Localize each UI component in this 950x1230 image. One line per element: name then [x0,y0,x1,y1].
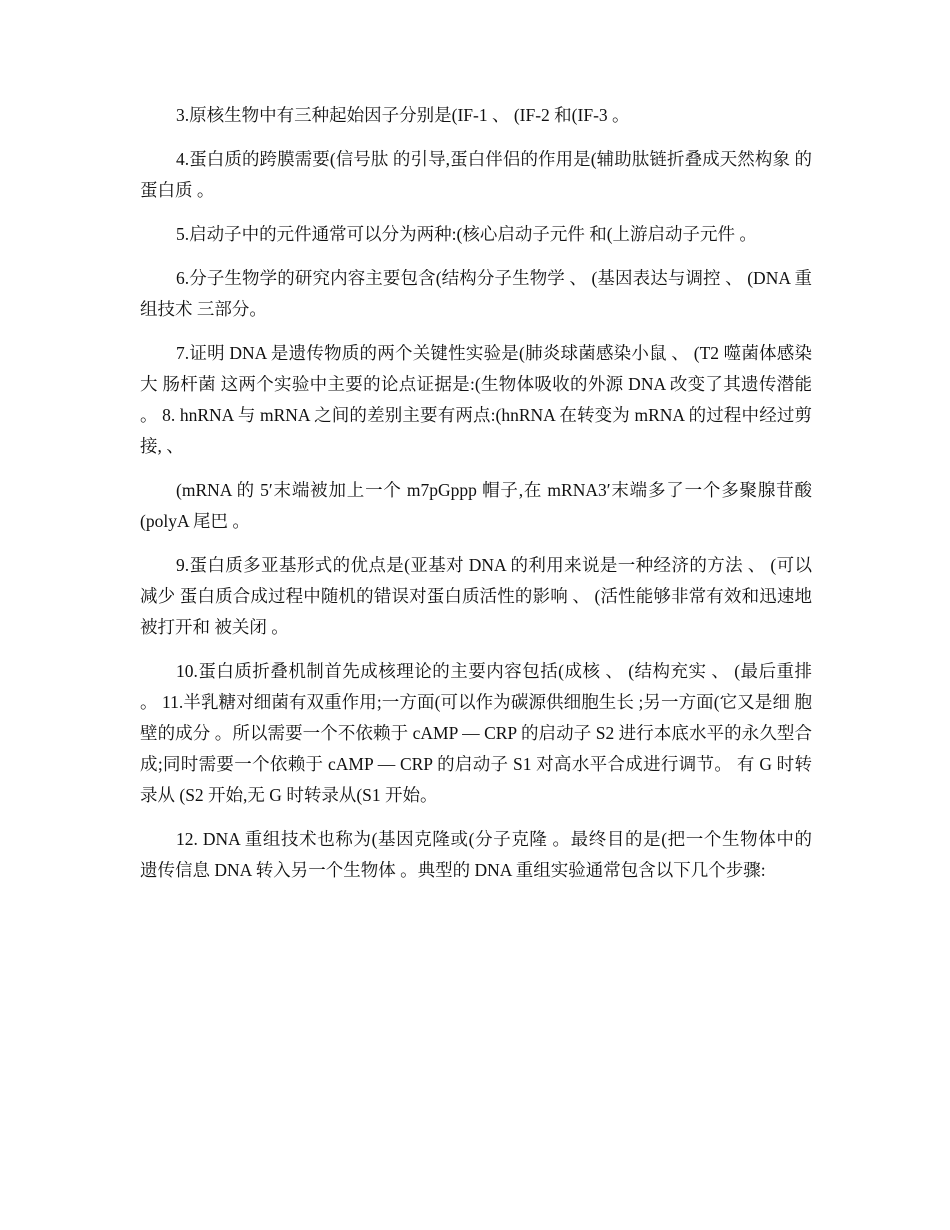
paragraph-6: 6.分子生物学的研究内容主要包含(结构分子生物学 、 (基因表达与调控 、 (DNA 重 组技术 三部分。 [140,268,817,319]
paragraph-9: 9.蛋白质多亚基形式的优点是(亚基对 DNA 的利用来说是一种经济的方法 、 (可以减少 蛋白质合成过程中随机的错误对蛋白质活性的影响 、 (活性能够非常有效和迅速地被打开和 被关闭 。 [140,555,812,637]
paragraph-10-11: 10.蛋白质折叠机制首先成核理论的主要内容包括(成核 、 (结构充实 、 (最后重排 。 11.半乳糖对细菌有双重作用;一方面(可以作为碳源供细胞生长 ;另一方面(它又是细 胞壁的成分 。所以需要一个不依赖于 cAMP — CRP 的启动子 S2 进行本底水平的永久型合 成;同时需要一个依赖于 cAMP — CRP 的启动子 S1 对高水平合成进行调节。 有 G 时转录从 (S2 开始,无 G 时转录从(S1 开始。 [140,661,817,805]
document-page [140,100,817,899]
paragraph-4: 4.蛋白质的跨膜需要(信号肽 的引导,蛋白伴侣的作用是(辅助肽链折叠成天然构象 的蛋白质 。 [140,149,812,200]
paragraph-5: 5.启动子中的元件通常可以分为两种:(核心启动子元件 和(上游启动子元件 。 [176,224,757,244]
paragraph-8-continued: (mRNA 的 5′末端被加上一个 m7pGppp 帽子,在 mRNA3′末端多了一个多聚腺苷酸 (polyA 尾巴 。 [140,480,817,531]
paragraph-7-8: 7.证明 DNA 是遗传物质的两个关键性实验是(肺炎球菌感染小鼠 、 (T2 噬菌体感染大 肠杆菌 这两个实验中主要的论点证据是:(生物体吸收的外源 DNA 改变了其遗传潜能 。 8. hnRNA 与 mRNA 之间的差别主要有两点:(hnRNA 在转变为 mRNA 的过程中经过剪 接, 、 [140,343,817,456]
paragraph-12: 12. DNA 重组技术也称为(基因克隆或(分子克隆 。最终目的是(把一个生物体中的 遗传信息 DNA 转入另一个生物体 。典型的 DNA 重组实验通常包含以下几个步骤: [140,829,817,880]
paragraph-3: 3.原核生物中有三种起始因子分别是(IF-1 、 (IF-2 和(IF-3 。 [176,105,630,125]
